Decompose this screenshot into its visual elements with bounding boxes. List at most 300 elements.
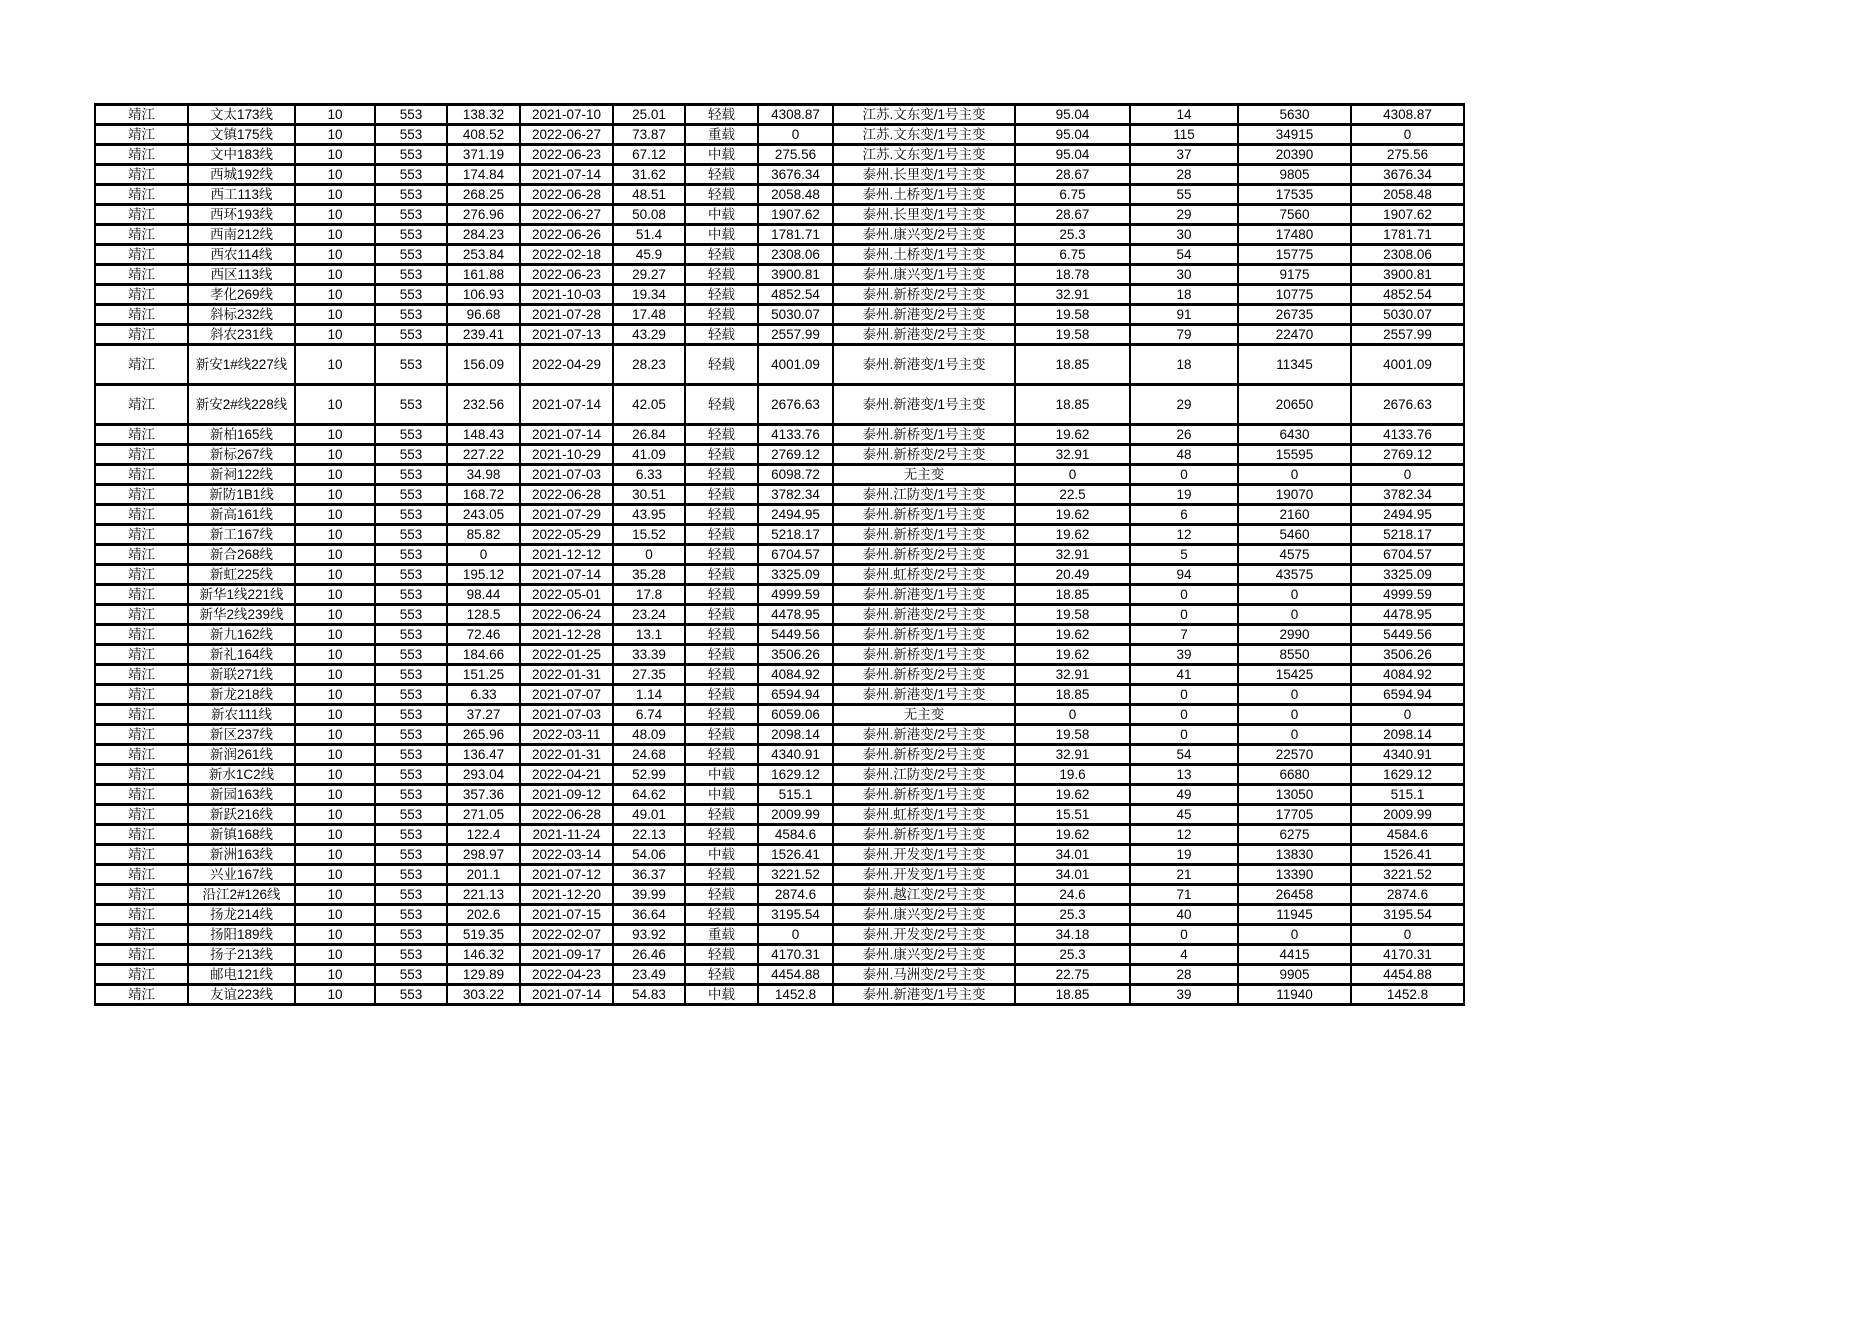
table-row (95, 945, 1464, 965)
cell: 4340.91 (1351, 745, 1464, 765)
cell: 泰州.新桥变/1号主变 (833, 645, 1015, 665)
cell: 新礼164线 (188, 645, 295, 665)
cell: 25.3 (1015, 945, 1130, 965)
cell: 553 (375, 625, 447, 645)
cell: 泰州.新桥变/1号主变 (833, 785, 1015, 805)
cell: 2022-06-28 (520, 805, 613, 825)
cell: 中载 (685, 145, 758, 165)
cell: 0 (1130, 685, 1238, 705)
cell: 新合268线 (188, 545, 295, 565)
table-row (95, 885, 1464, 905)
cell: 8550 (1238, 645, 1351, 665)
cell: 3900.81 (758, 265, 833, 285)
cell: 10 (295, 205, 375, 225)
cell: 扬龙214线 (188, 905, 295, 925)
cell: 4133.76 (1351, 425, 1464, 445)
cell: 41.09 (613, 445, 685, 465)
cell: 293.04 (447, 765, 520, 785)
cell: 9805 (1238, 165, 1351, 185)
cell: 泰州.新港变/2号主变 (833, 325, 1015, 345)
document-sheet (94, 103, 1465, 1006)
cell: 靖江 (95, 725, 188, 745)
cell: 泰州.虹桥变/2号主变 (833, 565, 1015, 585)
cell: 泰州.新桥变/2号主变 (833, 665, 1015, 685)
cell: 25.3 (1015, 225, 1130, 245)
cell: 275.56 (758, 145, 833, 165)
table-row (95, 545, 1464, 565)
cell: 西环193线 (188, 205, 295, 225)
cell: 151.25 (447, 665, 520, 685)
cell: 0 (1351, 705, 1464, 725)
cell: 19.6 (1015, 765, 1130, 785)
cell: 515.1 (758, 785, 833, 805)
cell: 2557.99 (758, 325, 833, 345)
table-row (95, 505, 1464, 525)
cell: 94 (1130, 565, 1238, 585)
cell: 4852.54 (1351, 285, 1464, 305)
cell: 4001.09 (1351, 345, 1464, 385)
cell: 4852.54 (758, 285, 833, 305)
cell: 新华2线239线 (188, 605, 295, 625)
cell: 泰州.康兴变/2号主变 (833, 945, 1015, 965)
cell: 55 (1130, 185, 1238, 205)
cell: 13830 (1238, 845, 1351, 865)
cell: 轻载 (685, 905, 758, 925)
cell: 靖江 (95, 745, 188, 765)
cell: 19.58 (1015, 305, 1130, 325)
cell: 553 (375, 425, 447, 445)
table-row (95, 745, 1464, 765)
cell: 1452.8 (758, 985, 833, 1005)
cell: 553 (375, 985, 447, 1005)
cell: 靖江 (95, 425, 188, 445)
cell: 2021-12-20 (520, 885, 613, 905)
cell: 2021-07-28 (520, 305, 613, 325)
cell: 17.8 (613, 585, 685, 605)
cell: 新高161线 (188, 505, 295, 525)
cell: 6.75 (1015, 245, 1130, 265)
cell: 泰州.虹桥变/1号主变 (833, 805, 1015, 825)
cell: 32.91 (1015, 445, 1130, 465)
cell: 6.75 (1015, 185, 1130, 205)
cell: 10 (295, 845, 375, 865)
cell: 553 (375, 485, 447, 505)
cell: 靖江 (95, 325, 188, 345)
cell: 19 (1130, 845, 1238, 865)
cell: 19070 (1238, 485, 1351, 505)
cell: 2022-02-18 (520, 245, 613, 265)
cell: 2021-07-14 (520, 425, 613, 445)
cell: 靖江 (95, 625, 188, 645)
cell: 轻载 (685, 465, 758, 485)
cell: 3325.09 (1351, 565, 1464, 585)
cell: 54 (1130, 245, 1238, 265)
cell: 553 (375, 505, 447, 525)
cell: 靖江 (95, 105, 188, 125)
cell: 2022-04-29 (520, 345, 613, 385)
cell: 136.47 (447, 745, 520, 765)
cell: 2308.06 (1351, 245, 1464, 265)
cell: 轻载 (685, 625, 758, 645)
cell: 中载 (685, 785, 758, 805)
cell: 221.13 (447, 885, 520, 905)
cell: 298.97 (447, 845, 520, 865)
cell: 19.58 (1015, 605, 1130, 625)
cell: 553 (375, 665, 447, 685)
cell: 85.82 (447, 525, 520, 545)
cell: 靖江 (95, 685, 188, 705)
cell: 7560 (1238, 205, 1351, 225)
table-row (95, 605, 1464, 625)
cell: 泰州.江防变/2号主变 (833, 765, 1015, 785)
cell: 553 (375, 585, 447, 605)
cell: 靖江 (95, 765, 188, 785)
cell: 0 (1238, 465, 1351, 485)
cell: 中载 (685, 205, 758, 225)
cell: 4478.95 (1351, 605, 1464, 625)
cell: 2021-07-07 (520, 685, 613, 705)
cell: 靖江 (95, 565, 188, 585)
cell: 10 (295, 825, 375, 845)
cell: 519.35 (447, 925, 520, 945)
cell: 357.36 (447, 785, 520, 805)
table-row (95, 145, 1464, 165)
cell: 2022-06-23 (520, 265, 613, 285)
cell: 553 (375, 445, 447, 465)
cell: 轻载 (685, 105, 758, 125)
cell: 2098.14 (758, 725, 833, 745)
cell: 2021-07-14 (520, 165, 613, 185)
cell: 553 (375, 145, 447, 165)
cell: 5030.07 (758, 305, 833, 325)
cell: 13050 (1238, 785, 1351, 805)
cell: 91 (1130, 305, 1238, 325)
cell: 5449.56 (758, 625, 833, 645)
cell: 19.62 (1015, 505, 1130, 525)
cell: 4170.31 (1351, 945, 1464, 965)
cell: 4415 (1238, 945, 1351, 965)
cell: 26.84 (613, 425, 685, 445)
cell: 3900.81 (1351, 265, 1464, 285)
cell: 扬阳189线 (188, 925, 295, 945)
cell: 靖江 (95, 345, 188, 385)
cell: 553 (375, 525, 447, 545)
cell: 18.85 (1015, 985, 1130, 1005)
cell: 10 (295, 785, 375, 805)
cell: 2021-12-12 (520, 545, 613, 565)
cell: 168.72 (447, 485, 520, 505)
cell: 泰州.新桥变/2号主变 (833, 445, 1015, 465)
cell: 2874.6 (1351, 885, 1464, 905)
cell: 2021-07-03 (520, 465, 613, 485)
cell: 0 (758, 925, 833, 945)
cell: 32.91 (1015, 745, 1130, 765)
cell: 10 (295, 745, 375, 765)
cell: 轻载 (685, 945, 758, 965)
cell: 34915 (1238, 125, 1351, 145)
cell: 13390 (1238, 865, 1351, 885)
cell: 新虹225线 (188, 565, 295, 585)
cell: 4575 (1238, 545, 1351, 565)
cell: 2021-07-29 (520, 505, 613, 525)
cell: 553 (375, 925, 447, 945)
table-row (95, 765, 1464, 785)
cell: 48.09 (613, 725, 685, 745)
cell: 54.83 (613, 985, 685, 1005)
cell: 新标267线 (188, 445, 295, 465)
cell: 泰州.越江变/2号主变 (833, 885, 1015, 905)
cell: 中载 (685, 845, 758, 865)
cell: 20390 (1238, 145, 1351, 165)
cell: 2098.14 (1351, 725, 1464, 745)
cell: 1629.12 (758, 765, 833, 785)
cell: 19.58 (1015, 725, 1130, 745)
cell: 西区113线 (188, 265, 295, 285)
cell: 10 (295, 925, 375, 945)
cell: 新防1B1线 (188, 485, 295, 505)
cell: 4308.87 (1351, 105, 1464, 125)
cell: 2874.6 (758, 885, 833, 905)
cell: 553 (375, 465, 447, 485)
cell: 重载 (685, 925, 758, 945)
cell: 4340.91 (758, 745, 833, 765)
cell: 靖江 (95, 945, 188, 965)
cell: 泰州.新桥变/1号主变 (833, 825, 1015, 845)
cell: 0 (1351, 465, 1464, 485)
cell: 靖江 (95, 965, 188, 985)
cell: 174.84 (447, 165, 520, 185)
cell: 10 (295, 605, 375, 625)
cell: 0 (1130, 705, 1238, 725)
cell: 48.51 (613, 185, 685, 205)
cell: 泰州.土桥变/1号主变 (833, 245, 1015, 265)
cell: 2021-11-24 (520, 825, 613, 845)
cell: 10 (295, 645, 375, 665)
cell: 10 (295, 305, 375, 325)
cell: 553 (375, 325, 447, 345)
cell: 靖江 (95, 805, 188, 825)
cell: 2021-10-03 (520, 285, 613, 305)
cell: 0 (1238, 585, 1351, 605)
cell: 18.85 (1015, 345, 1130, 385)
cell: 11945 (1238, 905, 1351, 925)
cell: 10 (295, 145, 375, 165)
cell: 靖江 (95, 265, 188, 285)
table-row (95, 725, 1464, 745)
table-row (95, 385, 1464, 425)
cell: 26458 (1238, 885, 1351, 905)
cell: 4999.59 (758, 585, 833, 605)
cell: 友谊223线 (188, 985, 295, 1005)
cell: 2022-02-07 (520, 925, 613, 945)
cell: 202.6 (447, 905, 520, 925)
cell: 西城192线 (188, 165, 295, 185)
cell: 41 (1130, 665, 1238, 685)
cell: 泰州.新港变/1号主变 (833, 985, 1015, 1005)
cell: 2769.12 (758, 445, 833, 465)
cell: 11345 (1238, 345, 1351, 385)
cell: 4170.31 (758, 945, 833, 965)
cell: 2022-04-21 (520, 765, 613, 785)
cell: 3506.26 (758, 645, 833, 665)
cell: 沿江2#126线 (188, 885, 295, 905)
cell: 2058.48 (758, 185, 833, 205)
cell: 泰州.新桥变/1号主变 (833, 505, 1015, 525)
cell: 1781.71 (1351, 225, 1464, 245)
cell: 靖江 (95, 825, 188, 845)
cell: 10 (295, 805, 375, 825)
cell: 0 (1130, 605, 1238, 625)
cell: 553 (375, 685, 447, 705)
cell: 553 (375, 345, 447, 385)
cell: 10 (295, 425, 375, 445)
cell: 19 (1130, 485, 1238, 505)
cell: 新祠122线 (188, 465, 295, 485)
cell: 2021-07-15 (520, 905, 613, 925)
cell: 72.46 (447, 625, 520, 645)
cell: 34.98 (447, 465, 520, 485)
cell: 30 (1130, 225, 1238, 245)
cell: 161.88 (447, 265, 520, 285)
cell: 10 (295, 285, 375, 305)
cell: 斜农231线 (188, 325, 295, 345)
cell: 10 (295, 905, 375, 925)
cell: 25.3 (1015, 905, 1130, 925)
cell: 5218.17 (758, 525, 833, 545)
cell: 靖江 (95, 585, 188, 605)
cell: 18.85 (1015, 385, 1130, 425)
cell: 1907.62 (758, 205, 833, 225)
cell: 轻载 (685, 165, 758, 185)
cell: 靖江 (95, 645, 188, 665)
cell: 408.52 (447, 125, 520, 145)
cell: 0 (613, 545, 685, 565)
cell: 泰州.新桥变/1号主变 (833, 425, 1015, 445)
cell: 江苏.文东变/1号主变 (833, 105, 1015, 125)
cell: 轻载 (685, 865, 758, 885)
cell: 22570 (1238, 745, 1351, 765)
cell: 0 (758, 125, 833, 145)
cell: 232.56 (447, 385, 520, 425)
cell: 4 (1130, 945, 1238, 965)
cell: 兴业167线 (188, 865, 295, 885)
cell: 553 (375, 385, 447, 425)
cell: 10 (295, 985, 375, 1005)
cell: 284.23 (447, 225, 520, 245)
cell: 泰州.康兴变/1号主变 (833, 265, 1015, 285)
cell: 靖江 (95, 225, 188, 245)
cell: 泰州.新桥变/1号主变 (833, 525, 1015, 545)
cell: 15.52 (613, 525, 685, 545)
cell: 轻载 (685, 825, 758, 845)
cell: 2021-07-13 (520, 325, 613, 345)
cell: 22.75 (1015, 965, 1130, 985)
table-row (95, 485, 1464, 505)
cell: 2022-06-27 (520, 125, 613, 145)
cell: 67.12 (613, 145, 685, 165)
cell: 轻载 (685, 285, 758, 305)
cell: 553 (375, 645, 447, 665)
cell: 文太173线 (188, 105, 295, 125)
cell: 34.01 (1015, 865, 1130, 885)
cell: 0 (1130, 465, 1238, 485)
cell: 3676.34 (1351, 165, 1464, 185)
cell: 37.27 (447, 705, 520, 725)
cell: 32.91 (1015, 665, 1130, 685)
cell: 轻载 (685, 505, 758, 525)
cell: 靖江 (95, 445, 188, 465)
cell: 新农111线 (188, 705, 295, 725)
cell: 10 (295, 505, 375, 525)
cell: 11940 (1238, 985, 1351, 1005)
cell: 轻载 (685, 705, 758, 725)
cell: 15775 (1238, 245, 1351, 265)
cell: 靖江 (95, 485, 188, 505)
cell: 553 (375, 945, 447, 965)
table-row (95, 285, 1464, 305)
cell: 6.33 (447, 685, 520, 705)
cell: 新柏165线 (188, 425, 295, 445)
cell: 4999.59 (1351, 585, 1464, 605)
cell: 10 (295, 485, 375, 505)
cell: 10 (295, 465, 375, 485)
table-row (95, 105, 1464, 125)
cell: 10 (295, 345, 375, 385)
table-row (95, 625, 1464, 645)
cell: 3782.34 (758, 485, 833, 505)
cell: 21 (1130, 865, 1238, 885)
cell: 5449.56 (1351, 625, 1464, 645)
cell: 泰州.新港变/2号主变 (833, 725, 1015, 745)
cell: 西工113线 (188, 185, 295, 205)
cell: 3325.09 (758, 565, 833, 585)
cell: 2022-03-14 (520, 845, 613, 865)
cell: 30 (1130, 265, 1238, 285)
table-row (95, 845, 1464, 865)
cell: 轻载 (685, 185, 758, 205)
cell: 靖江 (95, 985, 188, 1005)
cell: 4584.6 (758, 825, 833, 845)
cell: 17.48 (613, 305, 685, 325)
cell: 江苏.文东变/1号主变 (833, 125, 1015, 145)
cell: 轻载 (685, 385, 758, 425)
cell: 轻载 (685, 685, 758, 705)
table-row (95, 825, 1464, 845)
cell: 553 (375, 565, 447, 585)
cell: 轻载 (685, 445, 758, 465)
cell: 靖江 (95, 905, 188, 925)
cell: 553 (375, 245, 447, 265)
cell: 4084.92 (1351, 665, 1464, 685)
cell: 553 (375, 965, 447, 985)
cell: 无主变 (833, 465, 1015, 485)
table-row (95, 645, 1464, 665)
cell: 37 (1130, 145, 1238, 165)
cell: 553 (375, 825, 447, 845)
cell: 轻载 (685, 265, 758, 285)
cell: 553 (375, 545, 447, 565)
cell: 553 (375, 905, 447, 925)
cell: 2676.63 (758, 385, 833, 425)
cell: 30.51 (613, 485, 685, 505)
cell: 2009.99 (758, 805, 833, 825)
cell: 10 (295, 245, 375, 265)
cell: 42.05 (613, 385, 685, 425)
cell: 10 (295, 185, 375, 205)
cell: 553 (375, 305, 447, 325)
cell: 1452.8 (1351, 985, 1464, 1005)
cell: 新水1C2线 (188, 765, 295, 785)
